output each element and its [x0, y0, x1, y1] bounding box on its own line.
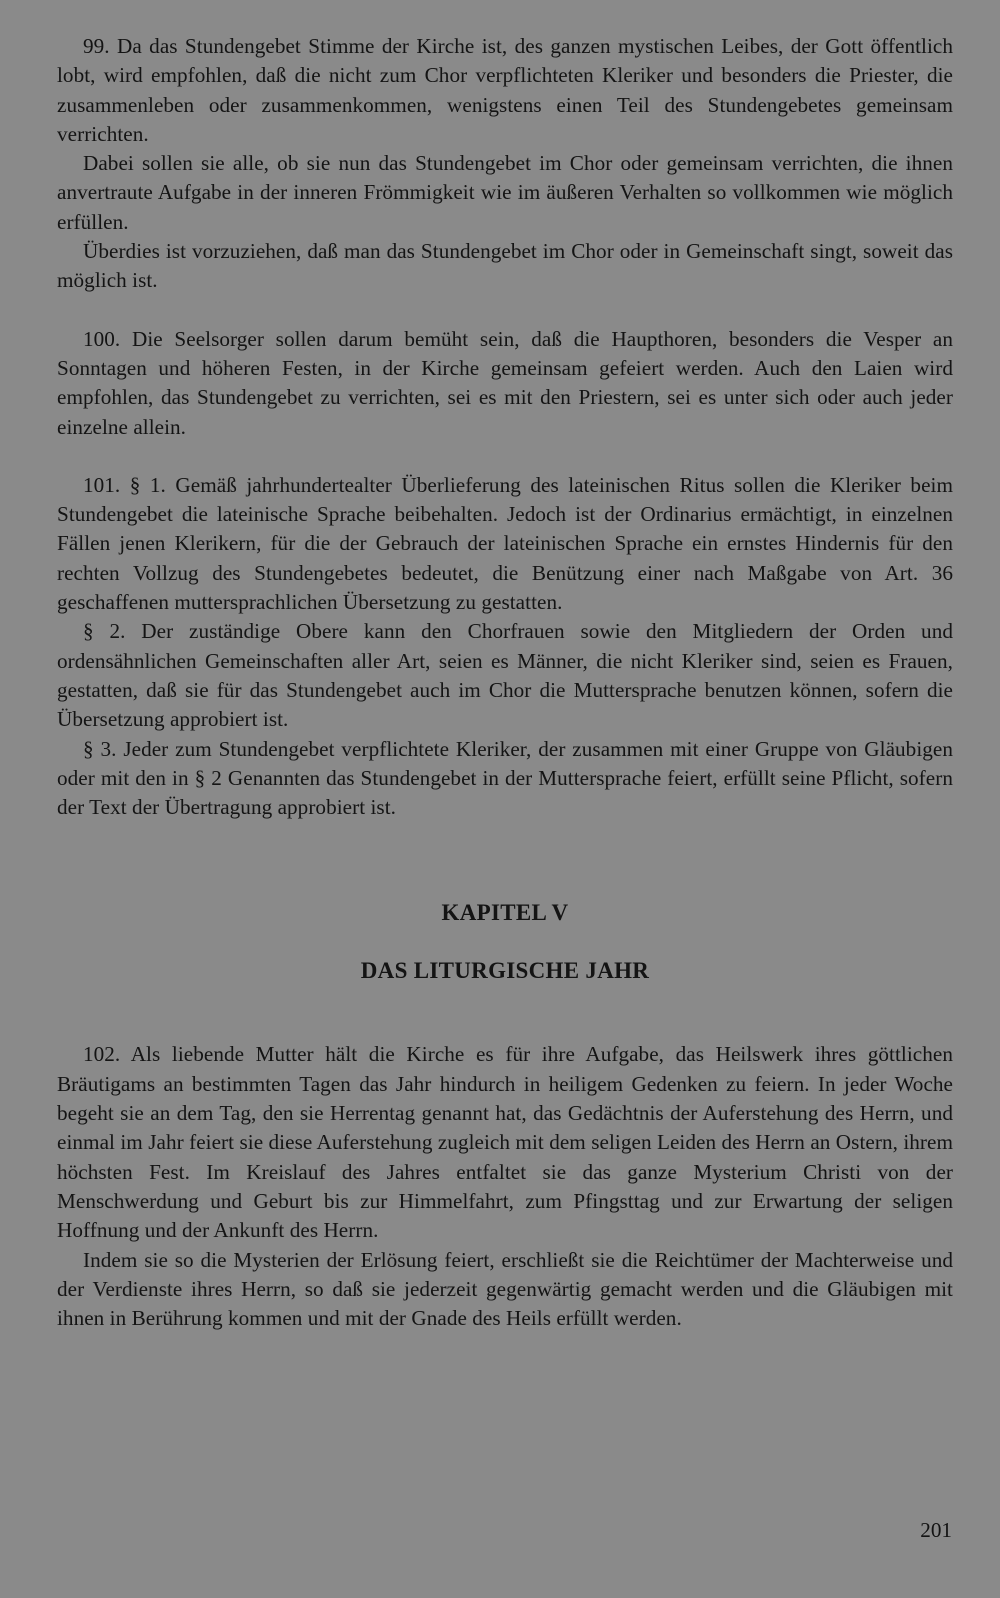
- paragraph-99-continued: Dabei sollen sie alle, ob sie nun das Stundengebet im Chor oder gemeinsam verrichten, die ihnen anvertraute Aufgabe in der inneren Frömmigkeit wie im äußeren Verhalten so vollkommen wie möglich erfüllen.: [57, 151, 953, 234]
- paragraph-102: 102. Als liebende Mutter hält die Kirche es für ihre Aufgabe, das Heilswerk ihres göttlichen Bräutigams an bestimmten Tagen das Jahr hindurch in heiligem Gedenken zu feiern. In jeder Woche begeht sie an dem Tag, den sie Herrentag genannt hat, das Gedächtnis der Auferstehung des Herrn, und einmal im Jahr feiert sie diese Auferstehung zugleich mit dem seligen Leiden des Herrn an Ostern, ihrem höchsten Fest. Im Kreislauf des Jahres entfaltet sie das ganze Mysterium Christi von der Menschwerdung und Geburt bis zur Himmelfahrt, zum Pfingsttag und zur Erwartung der seligen Hoffnung und der Ankunft des Herrn.: [57, 1042, 953, 1243]
- paragraph-102-continued: Indem sie so die Mysterien der Erlösung feiert, erschließt sie die Reichtümer der Machterweise und der Verdienste ihres Herrn, so daß sie jederzeit gegenwärtig gemacht werden und die Gläubigen mit ihnen in Berührung kommen und mit der Gnade des Heils erfüllt werden.: [57, 1247, 953, 1331]
- paragraph-99-final: Überdies ist vorzuziehen, daß man das Stundengebet im Chor oder in Gemeinschaft singt, soweit das möglich ist.: [57, 239, 953, 293]
- chapter-title: DAS LITURGISCHE JAHR: [360, 958, 650, 984]
- paragraph-100: 100. Die Seelsorger sollen darum bemüht sein, daß die Haupthoren, besonders die Vesper an Sonntagen und höheren Festen, in der Kirche gemeinsam gefeiert werden. Auch den Laien wird empfohlen, das Stundengebet zu verrichten, sei es mit den Priestern, sei es unter sich oder auch jeder einzelne allein.: [57, 326, 953, 439]
- page-number: 201: [920, 1518, 952, 1542]
- paragraph-101-section-3: § 3. Jeder zum Stundengebet verpflichtete Kleriker, der zusammen mit einer Gruppe von Gläubigen oder mit den in § 2 Genannten das Stundengebet in der Muttersprache feiert, erfüllt seine Pflicht, sofern der Text der Übertragung approbiert ist.: [57, 736, 953, 820]
- paragraph-101-section-1: 101. § 1. Gemäß jahrhundertealter Überlieferung des lateinischen Ritus sollen die Kleriker beim Stundengebet die lateinische Sprache beibehalten. Jedoch ist der Ordinarius ermächtigt, in einzelnen Fällen jenen Klerikern, für die der Gebrauch der lateinischen Sprache ein ernstes Hindernis für den rechten Vollzug des Stundengebetes bedeutet, die Benützung einer nach Maßgabe von Art. 36 geschaffenen muttersprachlichen Übersetzung zu gestatten.: [57, 472, 953, 615]
- chapter-number: KAPITEL V: [441, 900, 569, 926]
- paragraph-101-section-2: § 2. Der zuständige Obere kann den Chorfrauen sowie den Mitgliedern der Orden und ordensähnlichen Gemeinschaften aller Art, seien es Männer, die nicht Kleriker sind, seien es Frauen, gestatten, daß sie für das Stundengebet auch im Chor die Muttersprache benutzen können, sofern die Übersetzung approbiert ist.: [57, 619, 953, 732]
- page-body: [57, 32, 953, 1333]
- paragraph-99: 99. Da das Stundengebet Stimme der Kirche ist, des ganzen mystischen Leibes, der Gott öffentlich lobt, wird empfohlen, daß die nicht zum Chor verpflichteten Kleriker und besonders die Priester, die zusammenleben oder zusammenkommen, wenigstens einen Teil des Stundengebetes gemeinsam verrichten.: [57, 34, 953, 146]
